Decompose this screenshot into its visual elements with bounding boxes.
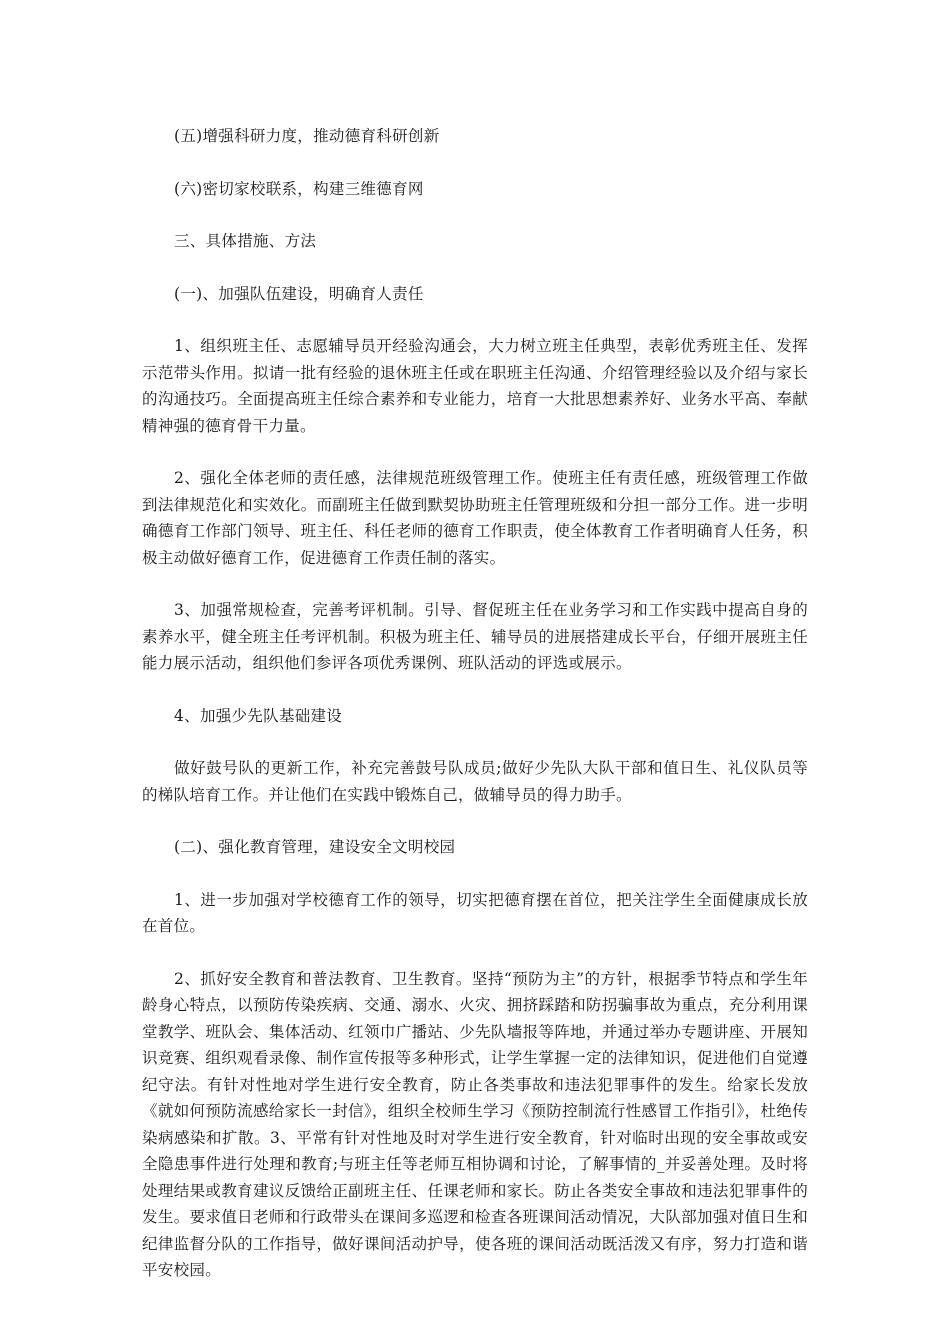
- body-paragraph: 1、组织班主任、志愿辅导员开经验沟通会，大力树立班主任典型，表彰优秀班主任、发挥示范带头作用。拟请一批有经验的退休班主任或在职班主任沟通、介绍管理经验以及介绍与家长的沟通技巧。全面提高班主任综合素养和专业能力，培育一大批思想素养好、业务水平高、奉献精神强的德育骨干力量。: [142, 337, 808, 435]
- section-heading: (六)密切家校联系，构建三维德育网: [174, 179, 424, 198]
- document-body: [142, 123, 808, 1310]
- body-paragraph: 3、加强常规检查，完善考评机制。引导、督促班主任在业务学习和工作实践中提高自身的素养水平，健全班主任考评机制。积极为班主任、辅导员的进展搭建成长平台，仔细开展班主任能力展示活动，组织他们参评各项优秀课例、班队活动的评选或展示。: [142, 601, 808, 672]
- body-paragraph: 1、进一步加强对学校德育工作的领导，切实把德育摆在首位，把关注学生全面健康成长放在首位。: [142, 890, 808, 935]
- section-heading: (二)、强化教育管理，建设安全文明校园: [174, 838, 456, 856]
- body-paragraph: 2、强化全体老师的责任感，法律规范班级管理工作。使班主任有责任感，班级管理工作做到法律规范化和实效化。而副班主任做到默契协助班主任管理班级和分担一部分工作。进一步明确德育工作部门领导、班主任、科任老师的德育工作职责，使全体教育工作者明确育人任务，积极主动做好德育工作，促进德育工作责任制的落实。: [142, 469, 808, 567]
- section-heading: (五)增强科研力度，推动德育科研创新: [174, 127, 440, 145]
- body-paragraph: 2、抓好安全教育和普法教育、卫生教育。坚持“预防为主”的方针，根据季节特点和学生年龄身心特点，以预防传染疾病、交通、溺水、火灾、拥挤踩踏和防拐骗事故为重点，充分利用课堂教学、班队会、集体活动、红领巾广播站、少先队墙报等阵地，并通过举办专题讲座、开展知识竞赛、组织观看录像、制作宣传报等多种形式，让学生掌握一定的法律知识，促进他们自觉遵纪守法。有针对性地对学生进行安全教育，防止各类事故和违法犯罪事件的发生。给家长发放《就如何预防流感给家长一封信》，组织全校师生学习《预防控制流行性感冒工作指引》，杜绝传染病感染和扩散。3、平常有针对性地及时对学生进行安全教育，针对临时出现的安全事故或安全隐患事件进行处理和教育;与班主任等老师互相协调和讨论，了解事情的_并妥善处理。及时将处理结果或教育建议反馈给正副班主任、任课老师和家长。防止各类安全事故和违法犯罪事件的发生。要求值日老师和行政带头在课间多巡逻和检查各班课间活动情况，大队部加强对值日生和纪律监督分队的工作指导，做好课间活动护导，使各班的课间活动既活泼又有序，努力打造和谐平安校园。: [142, 969, 808, 1279]
- body-paragraph: 做好鼓号队的更新工作，补充完善鼓号队成员;做好少先队大队干部和值日生、礼仪队员等的梯队培育工作。并让他们在实践中锻炼自己，做辅导员的得力助手。: [142, 759, 808, 804]
- section-heading: 4、加强少先队基础建设: [174, 706, 343, 725]
- section-heading: 三、具体措施、方法: [174, 232, 317, 250]
- section-heading: (一)、加强队伍建设，明确育人责任: [174, 284, 424, 303]
